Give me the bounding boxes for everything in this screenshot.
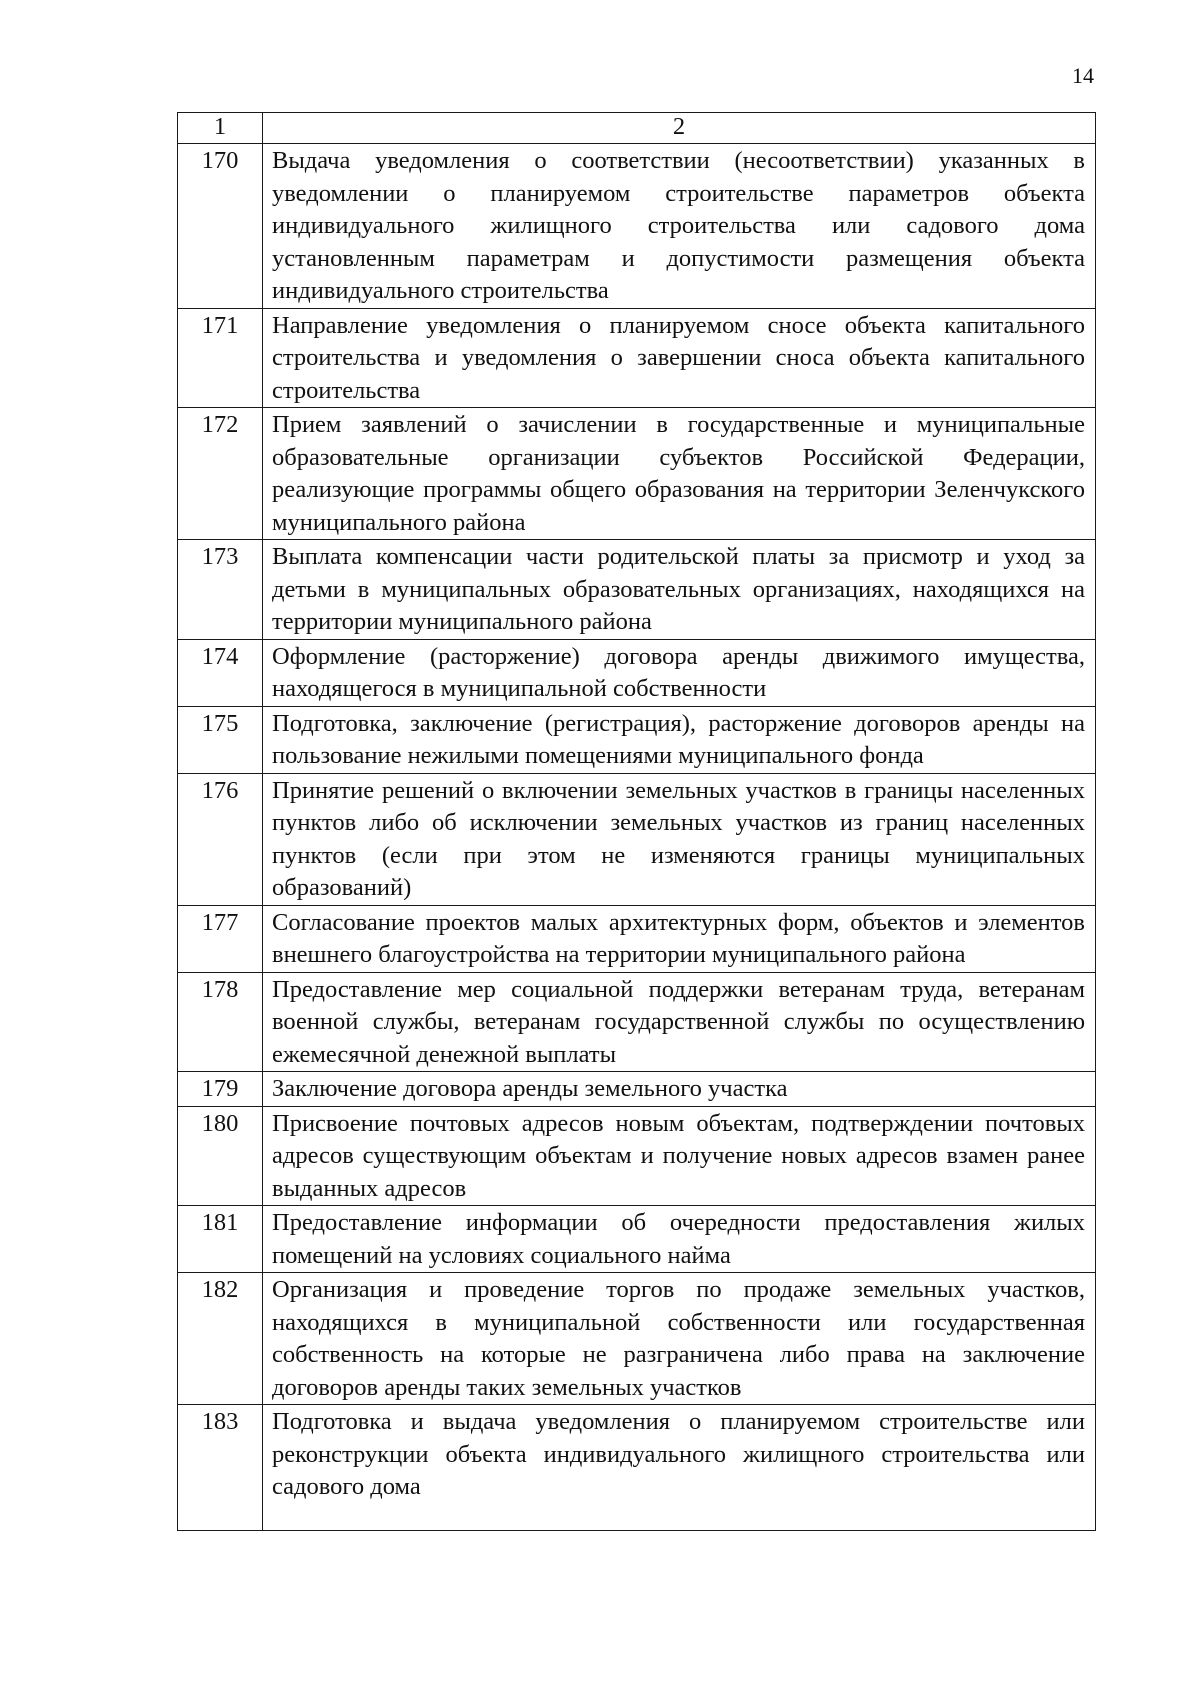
row-number: 183 bbox=[178, 1405, 263, 1531]
service-description: Присвоение почтовых адресов новым объектам, подтверждении почтовых адресов существующим объектам и получение новых адресов взамен ранее выданных адресов bbox=[263, 1106, 1096, 1206]
service-description: Выплата компенсации части родительской платы за присмотр и уход за детьми в муниципальных образовательных организациях, находящихся на территории муниципального района bbox=[263, 540, 1096, 640]
table-row bbox=[178, 1072, 1096, 1107]
table-row bbox=[178, 308, 1096, 408]
row-number: 176 bbox=[178, 773, 263, 905]
service-description: Подготовка, заключение (регистрация), расторжение договоров аренды на пользование нежилыми помещениями муниципального фонда bbox=[263, 706, 1096, 773]
service-description: Предоставление информации об очередности предоставления жилых помещений на условиях социального найма bbox=[263, 1206, 1096, 1273]
service-description: Оформление (расторжение) договора аренды движимого имущества, находящегося в муниципальной собственности bbox=[263, 639, 1096, 706]
row-number: 171 bbox=[178, 308, 263, 408]
service-description: Направление уведомления о планируемом сносе объекта капитального строительства и уведомления о завершении сноса объекта капитального строительства bbox=[263, 308, 1096, 408]
table-row bbox=[178, 144, 1096, 309]
row-number: 173 bbox=[178, 540, 263, 640]
table-header-row bbox=[178, 113, 1096, 144]
table-row bbox=[178, 972, 1096, 1072]
service-description: Предоставление мер социальной поддержки ветеранам труда, ветеранам военной службы, ветеранам государственной службы по осуществлению ежемесячной денежной выплаты bbox=[263, 972, 1096, 1072]
row-number: 177 bbox=[178, 905, 263, 972]
table-row bbox=[178, 1405, 1096, 1531]
service-description: Подготовка и выдача уведомления о планируемом строительстве или реконструкции объекта индивидуального жилищного строительства или садового дома bbox=[263, 1405, 1096, 1531]
service-description: Заключение договора аренды земельного участка bbox=[263, 1072, 1096, 1107]
table-row bbox=[178, 1206, 1096, 1273]
service-description: Выдача уведомления о соответствии (несоответствии) указанных в уведомлении о планируемом строительстве параметров объекта индивидуального жилищного строительства или садового дома установленным параметрам и допустимости размещения объекта индивидуального строительства bbox=[263, 144, 1096, 309]
service-description: Принятие решений о включении земельных участков в границы населенных пунктов либо об исключении земельных участков из границ населенных пунктов (если при этом не изменяются границы муниципальных образований) bbox=[263, 773, 1096, 905]
table-row bbox=[178, 639, 1096, 706]
row-number: 179 bbox=[178, 1072, 263, 1107]
column-header-service: 2 bbox=[263, 113, 1096, 144]
column-header-number: 1 bbox=[178, 113, 263, 144]
table-row bbox=[178, 1273, 1096, 1405]
row-number: 174 bbox=[178, 639, 263, 706]
row-number: 181 bbox=[178, 1206, 263, 1273]
row-number: 172 bbox=[178, 408, 263, 540]
row-number: 170 bbox=[178, 144, 263, 309]
services-table bbox=[177, 112, 1096, 1531]
page-number: 14 bbox=[1072, 63, 1094, 88]
table-row bbox=[178, 408, 1096, 540]
row-number: 180 bbox=[178, 1106, 263, 1206]
service-description: Прием заявлений о зачислении в государственные и муниципальные образовательные организации субъектов Российской Федерации, реализующие программы общего образования на территории Зеленчукского муниципального района bbox=[263, 408, 1096, 540]
table-row bbox=[178, 1106, 1096, 1206]
row-number: 175 bbox=[178, 706, 263, 773]
service-description: Согласование проектов малых архитектурных форм, объектов и элементов внешнего благоустройства на территории муниципального района bbox=[263, 905, 1096, 972]
row-number: 178 bbox=[178, 972, 263, 1072]
row-number: 182 bbox=[178, 1273, 263, 1405]
service-description: Организация и проведение торгов по продаже земельных участков, находящихся в муниципальной собственности или государственная собственность на которые не разграничена либо права на заключение договоров аренды таких земельных участков bbox=[263, 1273, 1096, 1405]
table-row bbox=[178, 773, 1096, 905]
table-row bbox=[178, 540, 1096, 640]
table-row bbox=[178, 905, 1096, 972]
table-row bbox=[178, 706, 1096, 773]
